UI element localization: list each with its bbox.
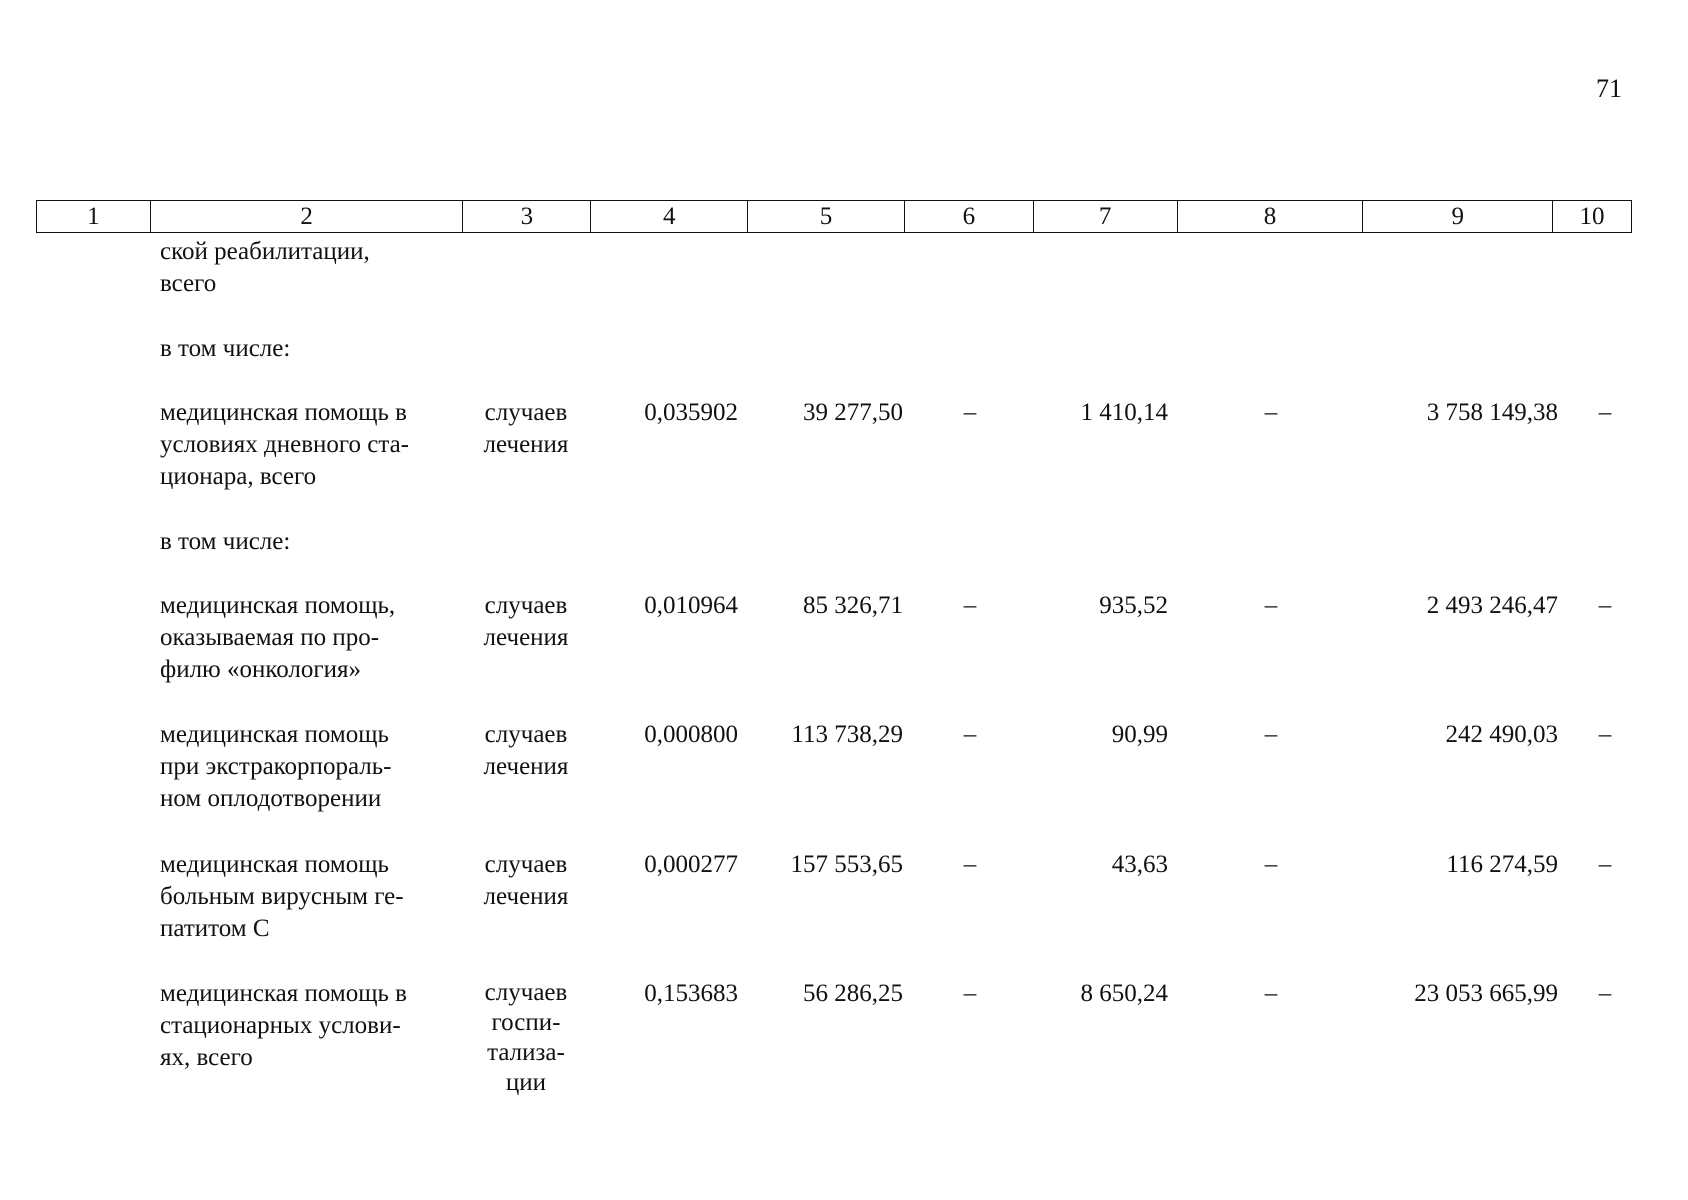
row-label-oncology: [160, 590, 453, 686]
including-label: в том числе:: [160, 335, 291, 362]
row-label-rehab: [160, 236, 453, 300]
cell-c10: –: [1598, 592, 1612, 619]
label-line: всего: [160, 270, 217, 297]
unit-line: случаев: [484, 721, 568, 748]
cell-c10: –: [1598, 721, 1612, 748]
label-line: медицинская помощь: [160, 721, 389, 748]
cell-c5: 113 738,29: [791, 721, 903, 748]
cell-c7: 1 410,14: [1080, 399, 1168, 426]
cell-c6: –: [963, 980, 977, 1007]
cell-c10: –: [1598, 399, 1612, 426]
cell-c5: 39 277,50: [803, 399, 903, 426]
label-line: ской реабилитации,: [160, 238, 370, 265]
row-unit: [476, 719, 576, 783]
unit-line: лечения: [483, 431, 569, 458]
label-line: условиях дневного ста-: [160, 431, 410, 458]
unit-line: случаев: [484, 851, 568, 878]
unit-line: лечения: [483, 753, 569, 780]
cell-c9: 2 493 246,47: [1426, 592, 1558, 619]
label-line: оказываемая по про-: [160, 624, 380, 651]
page-number: 71: [1596, 74, 1622, 103]
column-number-header: [36, 200, 1632, 233]
cell-c9: 116 274,59: [1446, 851, 1558, 878]
row-label-inpatient: [160, 978, 453, 1074]
label-line: медицинская помощь в: [160, 980, 407, 1007]
cell-c10: –: [1598, 980, 1612, 1007]
col-header-10: 10: [1579, 202, 1605, 230]
row-label-ivf: [160, 719, 453, 815]
row-label-hepatitis: [160, 849, 453, 945]
cell-c8: –: [1264, 592, 1278, 619]
cell-c6: –: [963, 851, 977, 878]
row-unit: [476, 590, 576, 654]
label-line: ях, всего: [160, 1044, 253, 1071]
col-header-4: 4: [591, 201, 748, 232]
row-unit: [476, 849, 576, 913]
cell-c5: 157 553,65: [790, 851, 903, 878]
row-unit: [476, 397, 576, 461]
row-unit: [476, 978, 576, 1098]
unit-line: случаев: [484, 399, 568, 426]
cell-c9: 23 053 665,99: [1414, 980, 1558, 1007]
cell-c6: –: [963, 721, 977, 748]
col-header-5: 5: [748, 201, 905, 232]
unit-line: тализа-: [487, 1039, 565, 1066]
cell-c8: –: [1264, 980, 1278, 1007]
cell-c9: 3 758 149,38: [1426, 399, 1558, 426]
label-line: ном оплодотворении: [160, 785, 382, 812]
row-label-day-hospital: [160, 397, 453, 493]
cell-c4: 0,035902: [644, 399, 738, 426]
col-header-6: 6: [905, 201, 1034, 232]
col-header-2: 2: [151, 201, 464, 232]
cell-c7: 90,99: [1111, 721, 1168, 748]
cell-c8: –: [1264, 399, 1278, 426]
label-line: филю «онкология»: [160, 656, 362, 683]
label-line: патитом С: [160, 915, 270, 942]
including-label: в том числе:: [160, 528, 291, 555]
col-header-7: 7: [1034, 201, 1178, 232]
unit-line: лечения: [483, 883, 569, 910]
cell-c4: 0,000800: [644, 721, 738, 748]
cell-c6: –: [963, 592, 977, 619]
label-line: больным вирусным ге-: [160, 883, 404, 910]
unit-line: лечения: [483, 624, 569, 651]
cell-c8: –: [1264, 721, 1278, 748]
cell-c10: –: [1598, 851, 1612, 878]
col-header-3: 3: [463, 201, 591, 232]
unit-line: случаев: [484, 979, 568, 1006]
cell-c9: 242 490,03: [1445, 721, 1558, 748]
cell-c5: 85 326,71: [803, 592, 903, 619]
cell-c7: 43,63: [1111, 851, 1168, 878]
cell-c4: 0,000277: [644, 851, 738, 878]
label-line: медицинская помощь,: [160, 592, 396, 619]
label-line: медицинская помощь: [160, 851, 389, 878]
label-line: стационарных услови-: [160, 1012, 401, 1039]
label-line: при экстракорпораль-: [160, 753, 392, 780]
cell-c4: 0,010964: [644, 592, 738, 619]
cell-c7: 8 650,24: [1080, 980, 1168, 1007]
cell-c8: –: [1264, 851, 1278, 878]
cell-c5: 56 286,25: [803, 980, 903, 1007]
col-header-9: 9: [1363, 201, 1553, 232]
unit-line: госпи-: [491, 1009, 561, 1036]
cell-c7: 935,52: [1099, 592, 1168, 619]
col-header-1: 1: [37, 201, 151, 232]
label-line: ционара, всего: [160, 463, 317, 490]
unit-line: ции: [505, 1069, 547, 1096]
unit-line: случаев: [484, 592, 568, 619]
col-header-8: 8: [1178, 201, 1364, 232]
cell-c6: –: [963, 399, 977, 426]
label-line: медицинская помощь в: [160, 399, 407, 426]
cell-c4: 0,153683: [644, 980, 738, 1007]
